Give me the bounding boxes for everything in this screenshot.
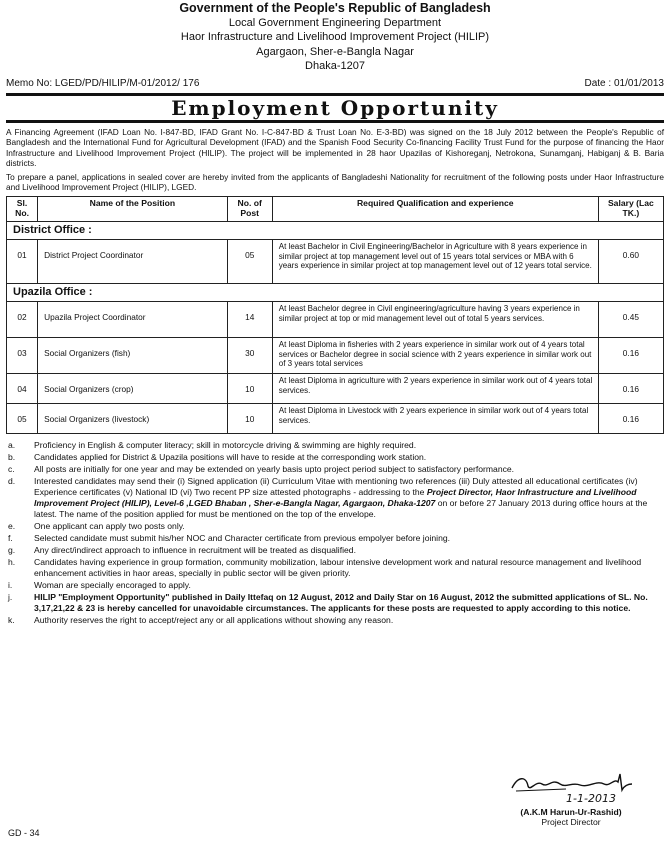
section-label-upazila: Upazila Office : <box>7 284 664 302</box>
term-letter: a. <box>8 440 16 451</box>
row-position: Upazila Project Coordinator <box>38 302 228 338</box>
row-sl: 01 <box>7 240 38 284</box>
term-a <box>6 440 664 451</box>
table-row <box>7 404 664 434</box>
header-sl: Sl. No. <box>7 197 38 222</box>
term-e <box>6 521 664 532</box>
table-row <box>7 240 664 284</box>
header-salary: Salary (Lac TK.) <box>598 197 663 222</box>
table-header-row <box>7 197 664 222</box>
term-letter: g. <box>8 545 16 556</box>
header-name: Name of the Position <box>38 197 228 222</box>
term-letter: d. <box>8 476 16 487</box>
department-name: Local Government Engineering Department <box>228 16 442 29</box>
terms-list <box>6 440 664 626</box>
term-text: Proficiency in English & computer literacy; skill in motorcycle driving & swimming are highly required. <box>34 440 417 451</box>
memo-number: Memo No: LGED/PD/HILIP/M-01/2012/ 176 <box>6 77 200 89</box>
term-letter: c. <box>8 464 15 475</box>
section-label-district: District Office : <box>7 222 664 240</box>
term-letter: k. <box>8 615 15 626</box>
row-salary: 0.16 <box>598 374 663 404</box>
row-qualification: At least Diploma in agriculture with 2 years experience in similar work out of 4 years total services. <box>272 374 598 404</box>
title-banner <box>6 93 664 123</box>
row-qualification: At least Diploma in fisheries with 2 years experience in similar work out of 4 years total services or Bachelor degree in social science with 2 years experience in similar work out of 3 years total services <box>272 338 598 374</box>
term-text: One applicant can apply two posts only. <box>34 521 185 532</box>
footer-code: GD - 34 <box>8 828 40 838</box>
header-post: No. of Post <box>227 197 272 222</box>
section-row-upazila <box>7 284 664 302</box>
term-letter: b. <box>8 452 16 463</box>
city-line: Dhaka-1207 <box>305 60 365 72</box>
row-sl: 04 <box>7 374 38 404</box>
signatory-designation: Project Director <box>541 817 601 827</box>
row-position: Social Organizers (crop) <box>38 374 228 404</box>
row-qualification: At least Bachelor in Civil Engineering/Bachelor in Agriculture with 8 years experience in similar project at top management level out of 15 years total services or MBA with 6 years experience in similar project at top management level out of 12 years total service. <box>272 240 598 284</box>
term-text: Authority reserves the right to accept/reject any or all applications without showing any reason. <box>34 615 394 626</box>
row-position: District Project Coordinator <box>38 240 228 284</box>
term-text: on or before 27 January 2013 during office hours at the latest. The name of the position applied for must be mentioned on the top of the envelope. <box>34 498 648 520</box>
section-row-district <box>7 222 664 240</box>
intro-paragraph-1: A Financing Agreement (IFAD Loan No. I-847-BD, IFAD Grant No. I-C-847-BD & Trust Loan No. E-3-BD) was signed on the 18 July 2012 between the People's Republic of Bangladesh and the International Fund for Agricultural Development (IFAD) and the Spanish Food Security Co-financing Facility Trust Fund for the purpose of financing the Haor Infrastructure and Livelihood Improvement Project (HILIP). The project will be implemented in 28 haor Upazilas of Kishoreganj, Netrokona, Sunamganj, Habiganj & B. Baria districts. <box>6 126 664 169</box>
govt-title: Government of the People's Republic of Bangladesh <box>179 1 491 15</box>
row-sl: 02 <box>7 302 38 338</box>
term-text: HILIP "Employment Opportunity" published in Daily Ittefaq on 12 August, 2012 and Daily Star on 16 August, 2012 the submitted applications of SL. No. 3,17,21,22 & 23 is hereby cancelled for unavoidable circumstances. The applicants for these posts are requested to apply according to this notice. <box>34 592 648 614</box>
row-position: Social Organizers (livestock) <box>38 404 228 434</box>
term-k <box>6 615 664 626</box>
term-text: Woman are specially encoraged to apply. <box>34 580 191 591</box>
positions-table <box>6 196 664 434</box>
memo-row <box>6 78 664 92</box>
row-qualification: At least Bachelor degree in Civil engineering/agriculture having 3 years experience in similar project at top or mid management level out of total 5 years services. <box>272 302 598 338</box>
term-c <box>6 464 664 475</box>
term-i <box>6 580 664 591</box>
project-name: Haor Infrastructure and Livelihood Improvement Project (HILIP) <box>180 31 490 43</box>
banner-title: Employment Opportunity <box>171 95 499 120</box>
signatory-name: (A.K.M Harun-Ur-Rashid) <box>520 807 622 817</box>
term-text: All posts are initially for one year and may be extended on yearly basis upto project period subject to satisfactory performance. <box>34 464 515 475</box>
term-text: Candidates applied for District & Upazila positions will have to reside at the corresponding work station. <box>34 452 427 463</box>
row-salary: 0.16 <box>598 338 663 374</box>
term-b <box>6 452 664 463</box>
row-position: Social Organizers (fish) <box>38 338 228 374</box>
term-letter: h. <box>8 557 16 568</box>
row-sl: 03 <box>7 338 38 374</box>
term-letter: j. <box>8 592 13 603</box>
header-qualification: Required Qualification and experience <box>272 197 598 222</box>
intro-paragraph-2: To prepare a panel, applications in sealed cover are hereby invited from the applicants of Bangladeshi Nationality for recruitment of the following posts under Haor Infrastructure and Livelihood Improvement Project (HILIP), LGED. <box>6 171 664 193</box>
table-row <box>7 374 664 404</box>
term-text: Candidates having experience in group formation, community mobilization, labour intensive development work and natural resource management and livelihood enhancement activities in haor areas, specially in public sector will be given priority. <box>34 557 642 579</box>
row-sl: 05 <box>7 404 38 434</box>
handwritten-date: 1-1-2013 <box>566 792 616 805</box>
row-posts: 05 <box>227 240 272 284</box>
row-posts: 30 <box>227 338 272 374</box>
term-d <box>6 476 664 520</box>
term-letter: e. <box>8 521 16 532</box>
row-salary: 0.60 <box>598 240 663 284</box>
term-f <box>6 533 664 544</box>
table-row <box>7 338 664 374</box>
term-text: Interested candidates may send their (i) Signed application (ii) Curriculum Vitae with mentioning two references (iii) Duly attested all educational certificates (iv) Experience certificates (v) National ID (vi) Two recent PP size attested photographs - addressing to the <box>34 476 638 498</box>
row-posts: 14 <box>227 302 272 338</box>
term-letter: f. <box>8 533 13 544</box>
term-g <box>6 545 664 556</box>
term-j <box>6 592 664 614</box>
intro-text <box>6 127 664 194</box>
issue-date: Date : 01/01/2013 <box>584 77 664 89</box>
row-posts: 10 <box>227 404 272 434</box>
row-qualification: At least Diploma in Livestock with 2 years experience in similar work out of 4 years total services. <box>272 404 598 434</box>
term-text: Any direct/indirect approach to influence in recruitment will be treated as disqualified. <box>34 545 356 556</box>
term-text: Selected candidate must submit his/her NOC and Character certificate from previous empolyer before joining. <box>34 533 451 544</box>
term-h <box>6 557 664 579</box>
submission-address: Project Director, Haor Infrastructure and Livelihood Improvement Project (HILIP), Level-6 ,LGED Bhaban , Sher-e-Bangla Nagar, Agargaon, Dhaka-1207 <box>34 487 637 509</box>
table-row <box>7 302 664 338</box>
signature-block <box>496 770 646 827</box>
address-line: Agargaon, Sher-e-Bangla Nagar <box>256 45 414 58</box>
row-posts: 10 <box>227 374 272 404</box>
term-letter: i. <box>8 580 13 591</box>
row-salary: 0.16 <box>598 404 663 434</box>
row-salary: 0.45 <box>598 302 663 338</box>
letterhead <box>0 1 670 74</box>
